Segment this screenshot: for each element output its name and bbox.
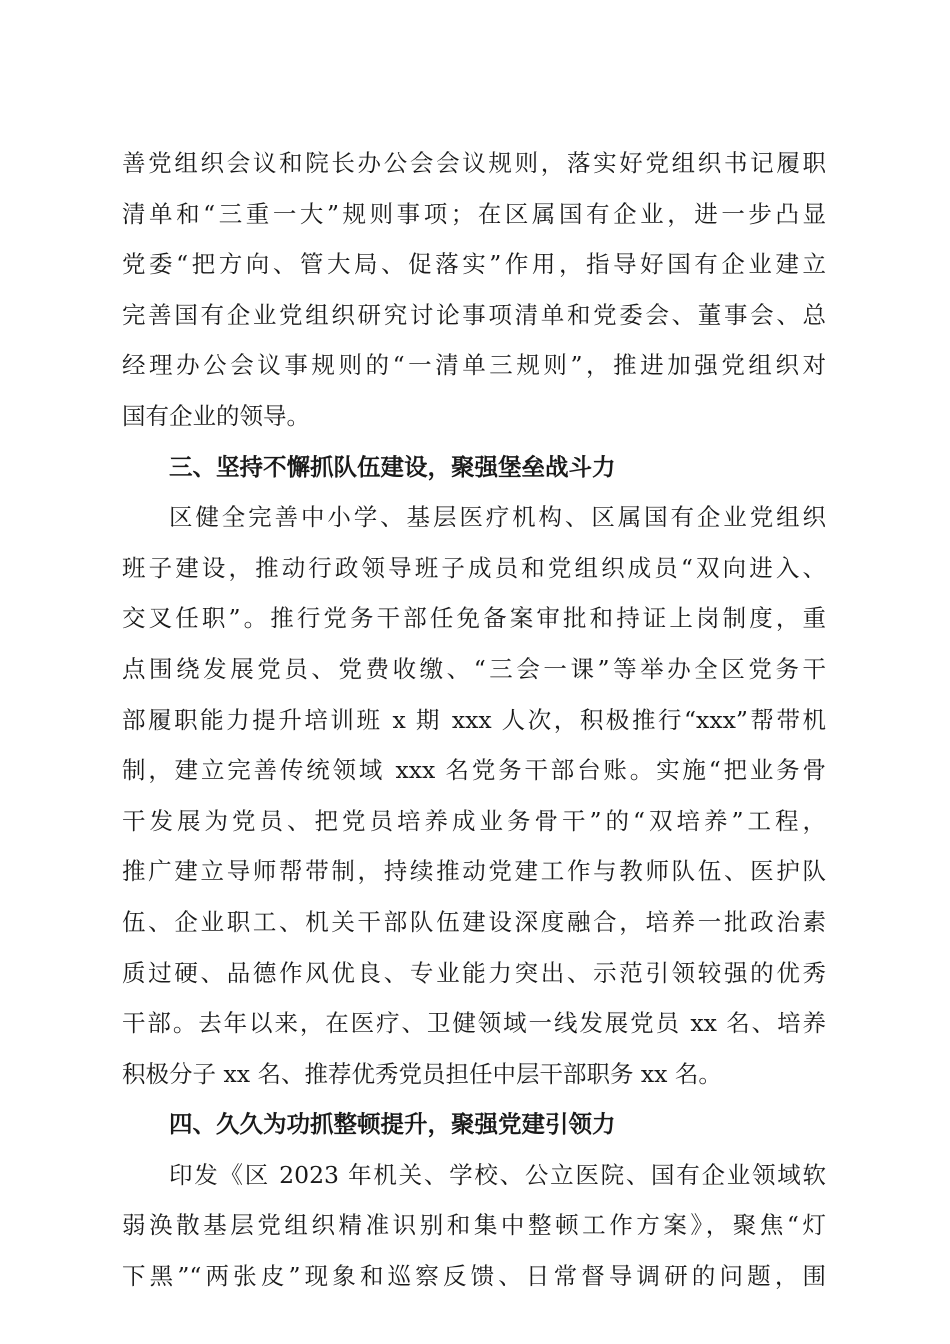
paragraph-line: 伍、企业职工、机关干部队伍建设深度融合，培养一批政治素 bbox=[122, 907, 826, 936]
paragraph-line: 弱涣散基层党组织精准识别和集中整顿工作方案》，聚焦“灯 bbox=[122, 1211, 826, 1240]
paragraph-line: 积极分子 xx 名、推荐优秀党员担任中层干部职务 xx 名。 bbox=[122, 1059, 722, 1088]
paragraph-line: 部履职能力提升培训班 x 期 xxx 人次，积极推行“xxx”帮带机 bbox=[122, 705, 826, 734]
paragraph-line: 点围绕发展党员、党费收缴、“三会一课”等举办全区党务干 bbox=[122, 654, 826, 683]
paragraph-line: 干部。去年以来，在医疗、卫健领域一线发展党员 xx 名、培养 bbox=[122, 1009, 826, 1038]
section-heading-4: 四、久久为功抓整顿提升，聚强党建引领力 bbox=[169, 1110, 616, 1139]
paragraph-line: 推广建立导师帮带制，持续推动党建工作与教师队伍、医护队 bbox=[122, 857, 826, 886]
paragraph-line: 下黑”“两张皮”现象和巡察反馈、日常督导调研的问题，围 bbox=[122, 1262, 826, 1291]
paragraph-line: 清单和“三重一大”规则事项；在区属国有企业，进一步凸显 bbox=[122, 199, 826, 228]
paragraph-line: 班子建设，推动行政领导班子成员和党组织成员“双向进入、 bbox=[122, 553, 826, 582]
paragraph-line: 区健全完善中小学、基层医疗机构、区属国有企业党组织 bbox=[169, 503, 826, 532]
paragraph-line: 交叉任职”。推行党务干部任免备案审批和持证上岗制度，重 bbox=[122, 604, 826, 633]
paragraph-line: 经理办公会议事规则的“一清单三规则”，推进加强党组织对 bbox=[122, 351, 826, 380]
paragraph-line: 印发《区 2023 年机关、学校、公立医院、国有企业领域软 bbox=[169, 1160, 826, 1189]
paragraph-line: 干发展为党员、把党员培养成业务骨干”的“双培养”工程， bbox=[122, 806, 826, 835]
paragraph-line: 质过硬、品德作风优良、专业能力突出、示范引领较强的优秀 bbox=[122, 958, 826, 987]
paragraph-line: 完善国有企业党组织研究讨论事项清单和党委会、董事会、总 bbox=[122, 300, 826, 329]
section-heading-3: 三、坚持不懈抓队伍建设，聚强堡垒战斗力 bbox=[169, 452, 616, 481]
paragraph-line: 国有企业的领导。 bbox=[122, 401, 310, 430]
paragraph-line: 党委“把方向、管大局、促落实”作用，指导好国有企业建立 bbox=[122, 250, 826, 279]
document-body bbox=[122, 138, 826, 1302]
paragraph-line: 制，建立完善传统领域 xxx 名党务干部台账。实施“把业务骨 bbox=[122, 756, 826, 785]
paragraph-line: 善党组织会议和院长办公会会议规则，落实好党组织书记履职 bbox=[122, 149, 826, 177]
